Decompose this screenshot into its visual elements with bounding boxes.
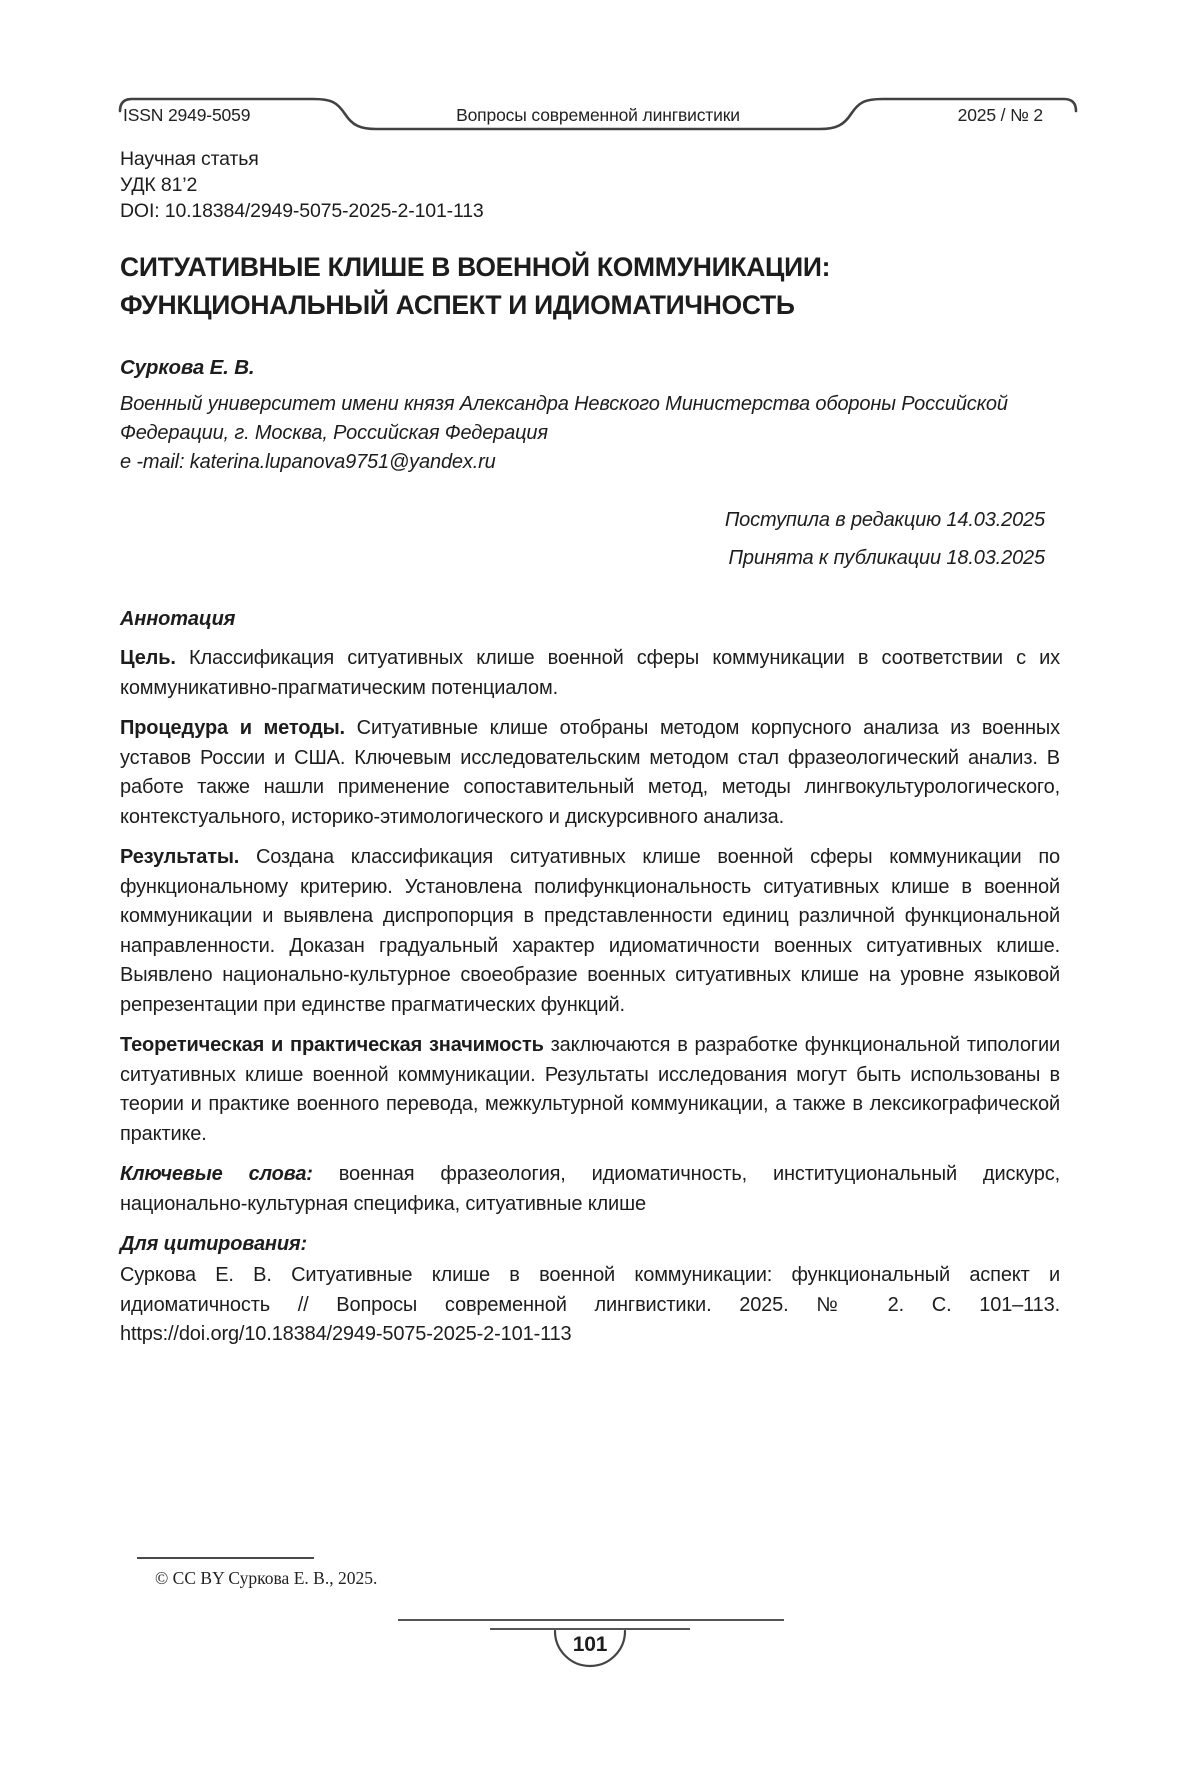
doi-code: DOI: 10.18384/2949-5075-2025-2-101-113: [120, 200, 484, 222]
paragraph-lead: Цель.: [120, 647, 176, 669]
article-title-line1: СИТУАТИВНЫЕ КЛИШЕ В ВОЕННОЙ КОММУНИКАЦИИ:: [120, 252, 831, 282]
page-number: 101: [572, 1633, 608, 1656]
abstract-paragraph-methods: [120, 714, 1060, 832]
paragraph-text: заключаются в разработке функциональной типологии ситуативных клише военной коммуникации. Результаты исследования могут быть использованы в теории и практике военного перевода, межкультурной коммуникации, а также в лексикографической практике.: [120, 1034, 1060, 1145]
footnote-rule: [137, 1557, 314, 1559]
author-affiliation: Военный университет имени князя Александра Невского Министерства обороны Российской Федерации, г. Москва, Российская Федерация: [120, 393, 1008, 444]
citation-heading: Для цитирования:: [120, 1233, 308, 1255]
abstract-paragraph-significance: [120, 1031, 1060, 1149]
paragraph-lead: Теоретическая и практическая значимость: [120, 1034, 544, 1056]
author-name: Суркова Е. В.: [120, 356, 255, 379]
keywords-paragraph: [120, 1160, 1060, 1219]
footer-rule-long: [398, 1619, 784, 1621]
issn-label: ISSN 2949-5059: [123, 105, 251, 125]
issue-label: 2025 / № 2: [957, 105, 1043, 125]
abstract-heading: Аннотация: [120, 608, 236, 630]
submission-dates: [120, 501, 1045, 577]
running-head: [117, 92, 1079, 138]
date-received: Поступила в редакцию 14.03.2025: [724, 509, 1045, 531]
keywords-text: военная фразеология, идиоматичность, институциональный дискурс, национально-культурная специфика, ситуативные клише: [120, 1163, 1061, 1215]
paragraph-text: Ситуативные клише отобраны методом корпусного анализа из военных уставов России и США. Ключевым исследовательским методом стал фразеологический анализ. В работе также нашли применение сопоставительный метод, методы лингвокультурологического, контекстуального, историко-этимологического и дискурсивного анализа.: [120, 717, 1060, 828]
keywords-lead: Ключевые слова:: [120, 1163, 313, 1185]
udc-code: УДК 81’2: [120, 174, 198, 196]
abstract-paragraph-results: [120, 843, 1060, 1020]
paragraph-text: Классификация ситуативных клише военной сферы коммуникации в соответствии с их коммуникативно-прагматическим потенциалом.: [120, 647, 1060, 699]
date-accepted: Принята к публикации 18.03.2025: [728, 547, 1045, 569]
article-type: Научная статья: [120, 148, 259, 170]
article-title-line2: ФУНКЦИОНАЛЬНЫЙ АСПЕКТ И ИДИОМАТИЧНОСТЬ: [120, 290, 795, 320]
paragraph-lead: Процедура и методы.: [120, 717, 345, 739]
copyright-note: © CC BY Суркова Е. В., 2025.: [155, 1568, 378, 1588]
abstract-paragraph-goal: [120, 644, 1060, 703]
article-meta: [120, 146, 1060, 224]
journal-title: Вопросы современной лингвистики: [456, 105, 740, 125]
paragraph-lead: Результаты.: [120, 846, 240, 868]
author-email: e -mail: katerina.lupanova9751@yandex.ru: [120, 451, 496, 473]
page-folio: [552, 1630, 628, 1678]
paragraph-text: Создана классификация ситуативных клише военной сферы коммуникации по функциональному критерию. Установлена полифункциональность ситуативных клише в военной коммуникации и выявлена диспропорция в представленности единиц различной функциональной направленности. Доказан градуальный характер идиоматичности военных ситуативных клише. Выявлено национально-культурное своеобразие военных ситуативных клише на уровне языковой репрезентации при единстве прагматических функций.: [120, 846, 1060, 1016]
citation-text: Суркова Е. В. Ситуативные клише в военной коммуникации: функциональный аспект и идиоматичность // Вопросы современной лингвистики. 2025. № 2. С. 101–113. https://doi.org/10.18384/2949-5075-2025-2-101-113: [120, 1264, 1060, 1345]
article-title: [120, 248, 1060, 324]
